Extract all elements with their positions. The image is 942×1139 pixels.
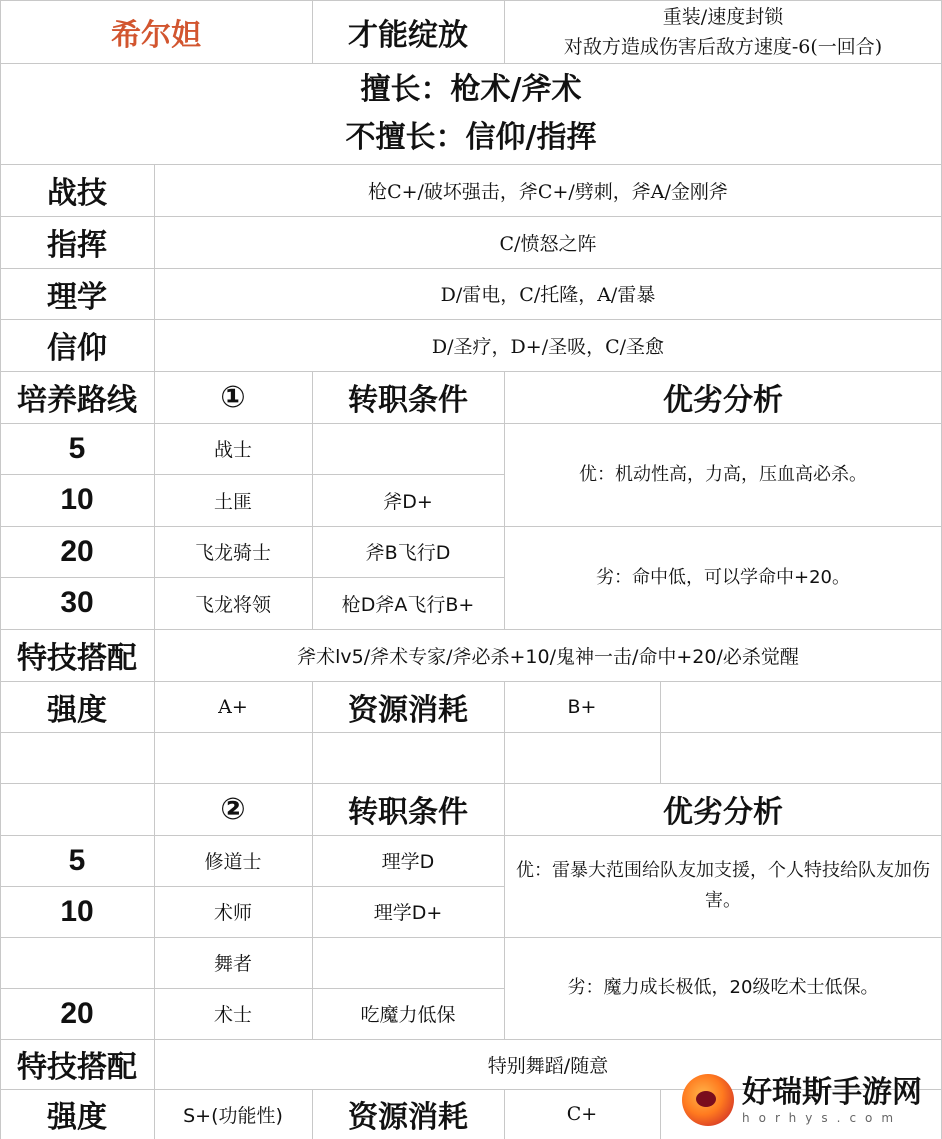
route2-job: 修道士 [204, 851, 262, 873]
grid-line [0, 886, 504, 887]
grid-line [0, 319, 942, 320]
route2-condition: 理学D+ [373, 902, 443, 924]
grid-line [0, 164, 942, 165]
route2-level: 10 [60, 894, 94, 928]
skill-label-reason: 理学 [47, 279, 107, 315]
grid-line [0, 1039, 942, 1040]
grid-line [0, 783, 942, 784]
proficiency-block [0, 63, 942, 164]
skill-label-command: 指挥 [47, 228, 107, 263]
route2-condition: 理学D [381, 851, 435, 873]
grid-line [154, 164, 155, 371]
skill-value-command: C/愤怒之阵 [499, 232, 597, 255]
route1-condition [312, 423, 504, 474]
site-logo-icon [682, 1074, 734, 1126]
grid-line [0, 474, 504, 475]
route1-job: 飞龙将领 [194, 593, 271, 616]
route2-level [0, 937, 154, 988]
grid-line [0, 629, 942, 630]
watermark-title: 好瑞斯手游网 [742, 1075, 922, 1110]
route1-cost-label: 资源消耗 [348, 692, 468, 728]
route1-strength-value: A+ [218, 695, 248, 718]
route2-strength-label: 强度 [47, 1100, 107, 1135]
grid-line [312, 371, 313, 629]
route2-level: 5 [68, 843, 86, 877]
route1-cost-value: B+ [567, 695, 597, 718]
route1-level: 10 [60, 483, 94, 516]
route1-job: 战士 [213, 439, 252, 461]
route1-level: 5 [68, 431, 86, 465]
route2-job: 舞者 [213, 953, 252, 975]
proficiency-bad: 不擅长：信仰/指挥 [345, 119, 597, 155]
route1-analysis-header: 优劣分析 [663, 383, 783, 418]
grid-line [660, 681, 661, 783]
route2-ability-value: 特别舞蹈/随意 [487, 1054, 609, 1077]
talent-line-2: 对敌方造成伤害后敌方速度-6(一回合) [563, 35, 883, 58]
grid-line [0, 0, 1, 1139]
skill-label-faith: 信仰 [47, 331, 107, 366]
talent-label: 才能绽放 [348, 17, 468, 53]
watermark-subtitle: horhys.com [742, 1111, 903, 1125]
route1-condition-header: 转职条件 [348, 383, 468, 418]
route1-ability-label: 特技搭配 [17, 641, 137, 676]
route1-index: ① [220, 379, 246, 415]
grid-line [504, 681, 505, 1039]
talent-description [504, 0, 942, 63]
grid-line [0, 526, 942, 527]
route2-job: 术师 [213, 902, 252, 924]
route2-con: 劣：魔力成长极低，20级吃术士低保。 [567, 977, 879, 998]
grid-line [504, 1089, 505, 1139]
grid-line [312, 0, 313, 63]
grid-line [0, 268, 942, 269]
route1-ability-value: 斧术lv5/斧术专家/斧必杀+10/鬼神一击/命中+20/必杀觉醒 [297, 645, 799, 668]
route1-level: 30 [60, 586, 94, 619]
grid-line [660, 1089, 661, 1139]
character-name: 希尔妲 [111, 17, 201, 53]
grid-line [0, 988, 504, 989]
route1-condition: 斧D+ [383, 490, 433, 513]
route2-condition [312, 937, 504, 988]
route2-pro: 优：雷暴大范围给队友加支援，个人特技给队友加伤害。 [516, 860, 930, 911]
skill-value-combat: 枪C+/破坏强击，斧C+/劈刺，斧A/金刚斧 [368, 180, 728, 203]
route2-cost-label: 资源消耗 [348, 1100, 468, 1135]
grid-line [312, 1089, 313, 1139]
route1-condition: 枪D斧A飞行B+ [341, 593, 475, 616]
grid-line [0, 371, 942, 372]
grid-line [312, 681, 313, 1039]
grid-line [504, 0, 505, 63]
route1-level: 20 [60, 534, 94, 568]
grid-line [0, 732, 942, 733]
skill-value-reason: D/雷电，C/托隆，A/雷暴 [440, 284, 656, 306]
route2-level: 20 [60, 996, 94, 1030]
grid-line [154, 371, 155, 1139]
route1-job: 土匪 [213, 490, 252, 513]
skill-value-faith: D/圣疗，D+/圣吸，C/圣愈 [431, 335, 665, 358]
route2-job: 术士 [213, 1004, 252, 1026]
route1-strength-label: 强度 [47, 692, 107, 728]
route1-condition: 斧B飞行D [365, 542, 451, 564]
route2-analysis-header: 优劣分析 [663, 795, 783, 830]
talent-line-1: 重装/速度封锁 [662, 5, 784, 28]
proficiency-good: 擅长：枪术/斧术 [360, 71, 582, 107]
site-watermark [682, 1067, 934, 1133]
route2-strength-value: S+(功能性) [183, 1104, 283, 1127]
grid-line [0, 835, 942, 836]
route2-ability-label: 特技搭配 [17, 1050, 137, 1085]
route2-condition: 吃魔力低保 [360, 1004, 456, 1026]
grid-line [0, 0, 942, 1]
route2-cost-value: C+ [566, 1103, 598, 1125]
grid-line [0, 216, 942, 217]
route2-condition-header: 转职条件 [348, 795, 468, 830]
grid-line [0, 577, 504, 578]
route-label: 培养路线 [17, 383, 137, 418]
route1-con: 劣：命中低，可以学命中+20。 [596, 566, 850, 588]
route2-index: ② [220, 791, 246, 827]
grid-line [0, 63, 942, 64]
grid-line [0, 681, 942, 682]
route1-pro: 优：机动性高，力高，压血高必杀。 [579, 463, 867, 485]
route1-job: 飞龙骑士 [194, 542, 271, 564]
grid-line [0, 937, 942, 938]
skill-label-combat: 战技 [47, 176, 107, 211]
grid-line [504, 371, 505, 629]
grid-line [0, 423, 942, 424]
